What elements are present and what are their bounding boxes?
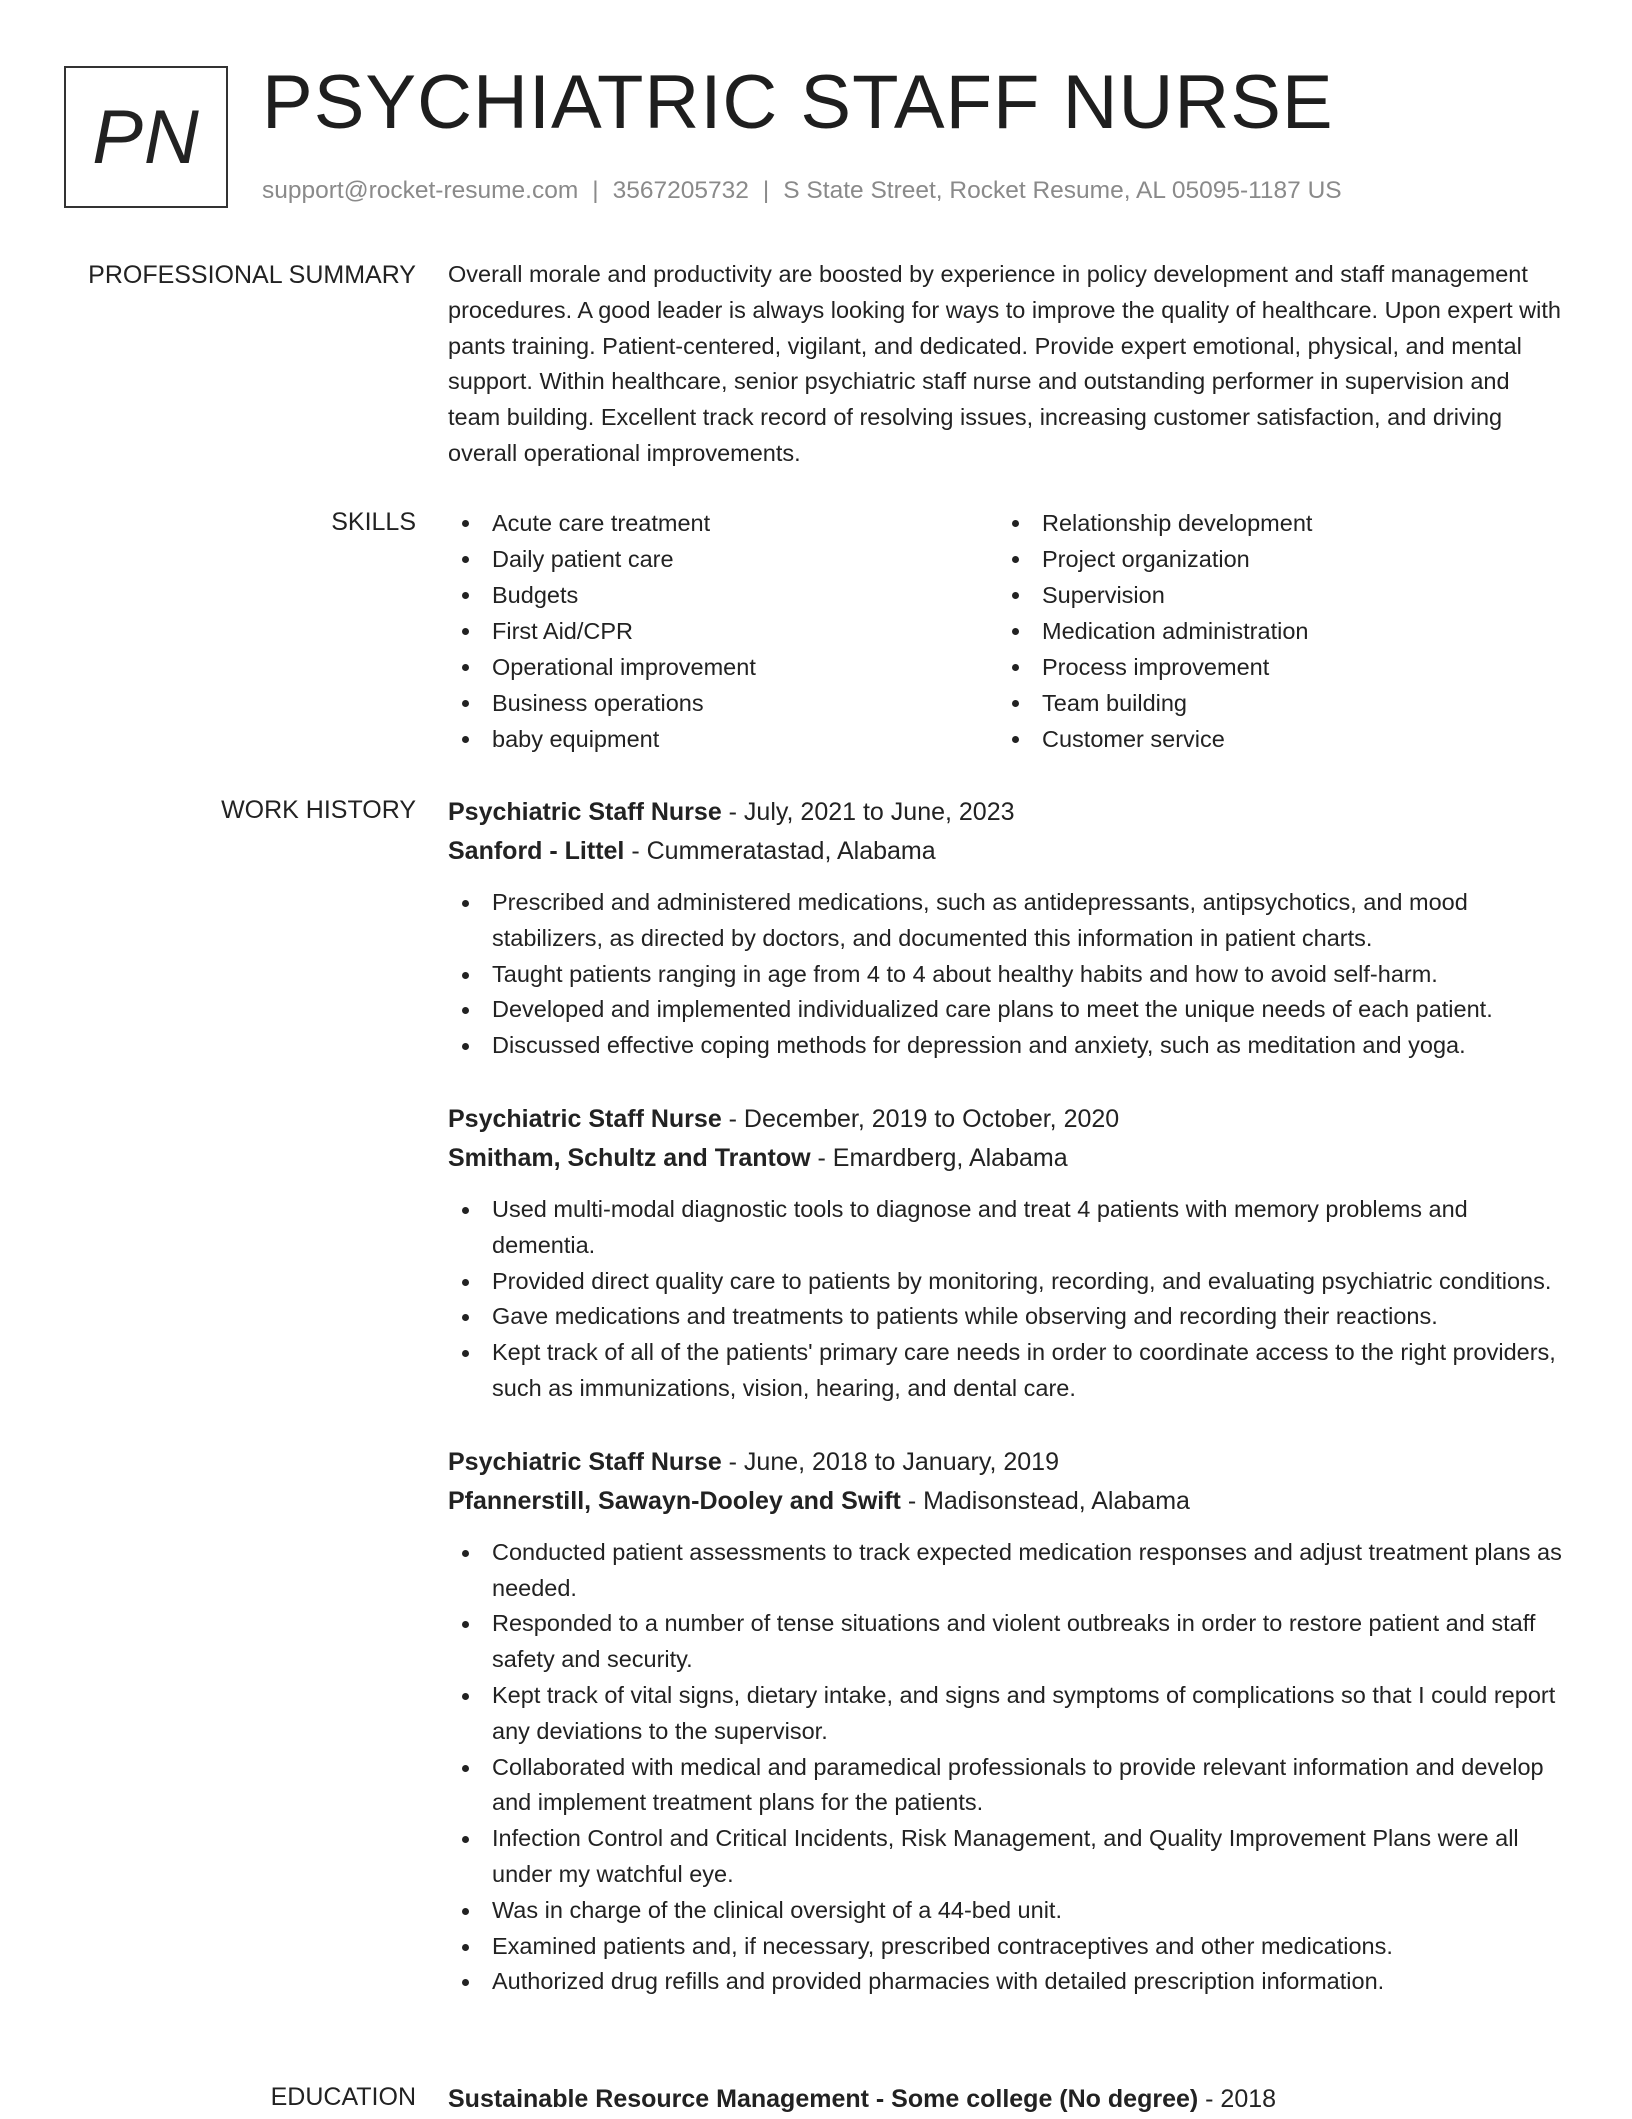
job-company-line [448,1482,1562,1521]
job-dates: - December, 2019 to October, 2020 [721,1104,1120,1133]
bullet-icon [462,628,469,635]
monogram-badge: PN [64,66,228,208]
job-bullet-text: Developed and implemented individualized care plans to meet the unique needs of each patient. [492,996,1493,1023]
job-bullet-text: Kept track of vital signs, dietary intake, and signs and symptoms of complications so that I could report any deviations to the supervisor. [492,1681,1556,1744]
job-bullet [448,1028,1562,1064]
bullet-icon [462,1550,469,1557]
section-label-summary: PROFESSIONAL SUMMARY [88,261,416,289]
job-bullet-list [448,1535,1562,2000]
job-bullet-text: Infection Control and Critical Incidents, Risk Management, and Quality Improvement Plans were all under my watchful eye. [492,1825,1519,1887]
job-bullet [448,1678,1562,1750]
bullet-icon [462,972,469,979]
bullet-icon [462,736,469,743]
bullet-icon [462,900,469,907]
job-bullet [448,1335,1562,1407]
job-bullet [448,1893,1562,1929]
bullet-icon [1012,520,1019,527]
skill-item [998,541,1548,577]
job-entry [448,1443,1562,2000]
skill-label: Customer service [1042,726,1225,752]
job-title-line [448,1443,1562,1482]
bullet-icon [462,1279,469,1286]
job-bullet-text: Discussed effective coping methods for depression and anxiety, such as meditation and yoga. [492,1032,1466,1059]
bullet-icon [462,1908,469,1915]
skill-label: baby equipment [492,726,660,752]
job-company: Pfannerstill, Sawayn-Dooley and Swift [448,1486,901,1515]
skill-label: Daily patient care [492,546,674,572]
job-bullet [448,992,1562,1028]
skill-label: Operational improvement [492,654,756,680]
job-location: - Madisonstead, Alabama [900,1486,1190,1515]
job-bullet [448,1192,1562,1264]
bullet-icon [462,556,469,563]
bullet-icon [462,520,469,527]
skill-item [998,505,1548,541]
job-company-line [448,832,1562,871]
bullet-icon [462,1944,469,1951]
job-bullet [448,1821,1562,1893]
job-bullet [448,1606,1562,1678]
job-bullet-text: Used multi-modal diagnostic tools to diagnose and treat 4 patients with memory problems and dementia. [492,1195,1468,1258]
bullet-icon [462,664,469,671]
work-history-body [448,793,1562,2000]
skill-item [998,685,1548,721]
bullet-icon [462,1007,469,1014]
bullet-icon [462,1979,469,1986]
bullet-icon [462,592,469,599]
skill-item [448,541,998,577]
job-title-line [448,1100,1562,1139]
skill-label: Medication administration [1042,618,1309,644]
job-dates: - June, 2018 to January, 2019 [721,1447,1059,1476]
job-entry [448,1100,1562,1407]
summary-text: Overall morale and productivity are boosted by experience in policy development and staff management procedures. A good leader is always looking for ways to improve the quality of healthcare. Upon expert with pants training. Patient-centered, vigilant, and dedicated. Provide expert emotional, physical, and mental support. Within healthcare, senior psychiatric staff nurse and outstanding performer in supervision and team building. Excellent track record of resolving issues, increasing customer satisfaction, and driving overall operational improvements. [448,261,1561,466]
bullet-icon [462,1350,469,1357]
education-degree: Sustainable Resource Management - Some college (No degree) [448,2085,1199,2113]
bullet-icon [462,1621,469,1628]
resume-title: PSYCHIATRIC STAFF NURSE [262,60,1334,145]
job-bullet-text: Prescribed and administered medications, such as antidepressants, antipsychotics, and mood stabilizers, as directed by doctors, and documented this information in patient charts. [492,889,1468,951]
job-bullet-text: Kept track of all of the patients' primary care needs in order to coordinate access to the right providers, such as immunizations, vision, hearing, and dental care. [492,1339,1556,1401]
skill-item [448,685,998,721]
job-company-line [448,1139,1562,1178]
skill-item [448,613,998,649]
job-bullet-text: Conducted patient assessments to track expected medication responses and adjust treatment plans as needed. [492,1538,1562,1601]
job-bullet [448,1750,1562,1822]
bullet-icon [1012,592,1019,599]
skills-list-left [448,505,998,757]
skill-item [998,577,1548,613]
skill-label: Process improvement [1042,654,1270,680]
skill-label: Project organization [1042,546,1250,572]
skill-item [998,613,1548,649]
skills-list-right [998,505,1548,757]
job-bullet-text: Examined patients and, if necessary, prescribed contraceptives and other medications. [492,1932,1393,1959]
job-location: - Cummeratastad, Alabama [624,837,936,865]
job-bullet [448,957,1562,993]
skill-item [448,577,998,613]
skill-label: Business operations [492,690,704,716]
contact-separator: | [762,177,770,204]
bullet-icon [462,700,469,707]
job-location: - Emardberg, Alabama [810,1143,1068,1172]
job-bullet-text: Taught patients ranging in age from 4 to 4 about healthy habits and how to avoid self-harm. [492,960,1438,987]
job-bullet-text: Authorized drug refills and provided pharmacies with detailed prescription information. [492,1968,1385,1995]
job-bullet-text: Collaborated with medical and paramedical professionals to provide relevant information and develop and implement treatment plans for the patients. [492,1753,1544,1816]
bullet-icon [1012,556,1019,563]
bullet-icon [1012,664,1019,671]
education-body [448,2080,1562,2119]
job-title: Psychiatric Staff Nurse [448,1447,722,1476]
job-bullet-text: Responded to a number of tense situations and violent outbreaks in order to restore patient and staff safety and security. [492,1610,1536,1673]
skills-body [448,505,1562,757]
skill-item [448,649,998,685]
contact-address: S State Street, Rocket Resume, AL 05095-1187 US [783,177,1342,204]
bullet-icon [462,1207,469,1214]
job-company: Sanford - Littel [448,837,625,865]
job-bullet-text: Gave medications and treatments to patients while observing and recording their reactions. [492,1303,1438,1330]
job-company: Smitham, Schultz and Trantow [448,1143,811,1172]
job-bullet-list [448,1192,1562,1407]
skill-label: Budgets [492,582,579,608]
bullet-icon [1012,700,1019,707]
job-bullet-text: Provided direct quality care to patients by monitoring, recording, and evaluating psychiatric conditions. [492,1267,1552,1294]
job-title: Psychiatric Staff Nurse [448,798,722,826]
job-dates: - July, 2021 to June, 2023 [721,798,1015,826]
job-bullet-text: Was in charge of the clinical oversight of a 44-bed unit. [492,1896,1062,1923]
job-bullet [448,1964,1562,2000]
job-title-line [448,793,1562,832]
job-bullet [448,1929,1562,1965]
section-label-education: EDUCATION [270,2083,416,2111]
job-bullet-list [448,885,1562,1064]
job-bullet [448,1299,1562,1335]
education-entry [448,2080,1562,2119]
contact-separator: | [592,177,599,204]
bullet-icon [462,1836,469,1843]
bullet-icon [462,1043,469,1050]
job-entry [448,793,1562,1064]
job-title: Psychiatric Staff Nurse [448,1104,722,1133]
skill-label: Supervision [1042,582,1165,608]
bullet-icon [462,1314,469,1321]
education-year: - 2018 [1198,2085,1277,2113]
job-bullet [448,1535,1562,1607]
skill-item [998,649,1548,685]
bullet-icon [1012,628,1019,635]
section-label-work-history: WORK HISTORY [221,796,416,824]
summary-body [448,258,1562,472]
skill-label: Relationship development [1042,510,1313,536]
skill-label: Team building [1042,690,1188,716]
bullet-icon [1012,736,1019,743]
contact-phone[interactable]: 3567205732 [612,177,749,204]
contact-line [262,174,1342,208]
skill-item [998,721,1548,757]
job-bullet [448,885,1562,957]
skill-label: Acute care treatment [492,510,711,536]
bullet-icon [462,1765,469,1772]
skill-label: First Aid/CPR [492,618,634,644]
job-bullet [448,1264,1562,1300]
skill-item [448,721,998,757]
contact-email[interactable]: support@rocket-resume.com [262,177,579,204]
skill-item [448,505,998,541]
bullet-icon [462,1693,469,1700]
section-label-skills: SKILLS [331,508,416,536]
